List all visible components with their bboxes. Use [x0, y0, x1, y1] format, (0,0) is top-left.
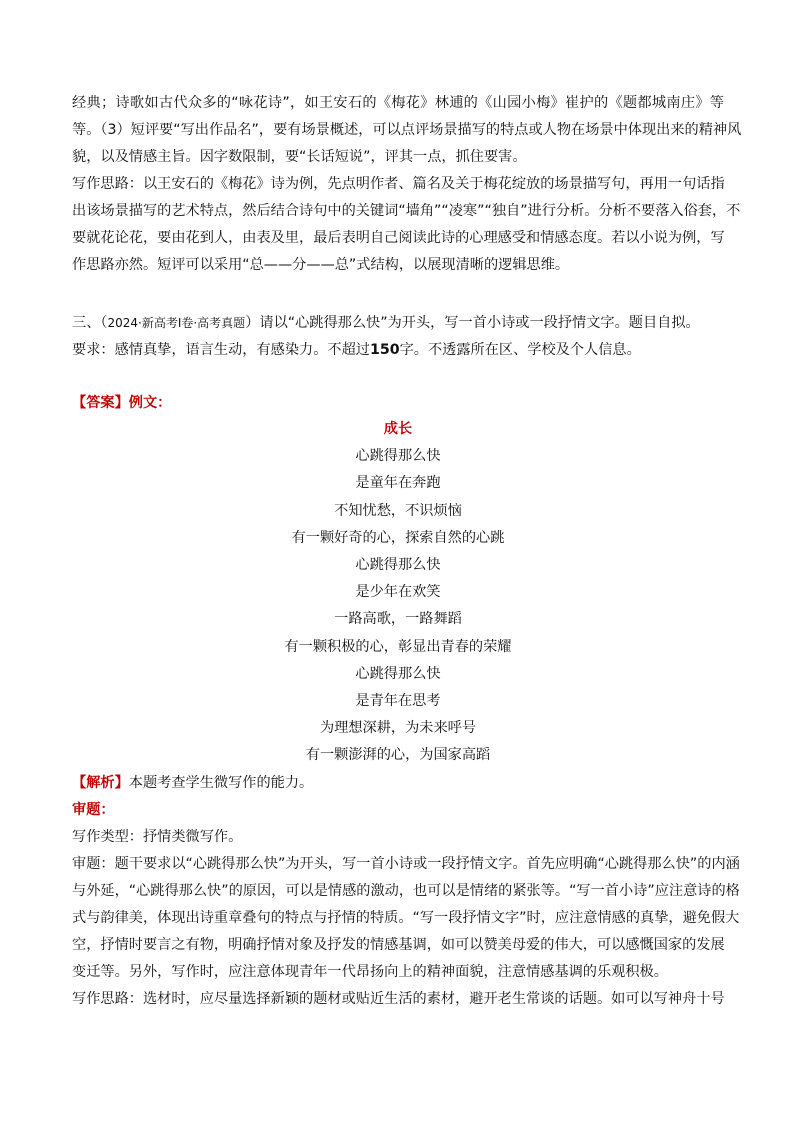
- text-line: 等。（3）短评要“写出作品名”，要有场景概述，可以点评场景描写的特点或人物在场景中体现出来的精神风: [72, 122, 742, 138]
- text-line: 审题：题干要求以“心跳得那么快”为开头，写一首小诗或一段抒情文字。首先应明确“心跳得那么快”的内涵: [72, 856, 740, 872]
- requirements-text-end: 字。不透露所在区、学校及个人信息。: [399, 342, 641, 358]
- text-line: 式与韵律美，体现出诗重章叠句的特点与抒情的特质。“写一段抒情文字”时，应注意情感的真挚，避免假大: [72, 910, 740, 926]
- poem-line: 有一颗澎湃的心，为国家高蹈: [305, 747, 491, 764]
- analysis-text: 本题考查学生微写作的能力。: [128, 775, 314, 791]
- poem-line: 是少年在欢笑: [355, 584, 441, 601]
- text-line: 貌，以及情感主旨。因字数限制，要“长话短说”，评其一点，抓住要害。: [72, 149, 527, 165]
- text-line: 作思路亦然。短评可以采用“总——分——总”式结构，以展现清晰的逻辑思维。: [72, 257, 570, 273]
- text-line: 变迁等。另外，写作时，应注意体现青年一代昂扬向上的精神面貌，注意情感基调的乐观积极。: [72, 964, 668, 980]
- poem-line: 有一颗积极的心，彰显出青春的荣耀: [284, 638, 512, 655]
- shenti-label: 审题：: [72, 802, 115, 818]
- poem-line: 一路高歌，一路舞蹈: [334, 611, 462, 628]
- text-line: 经典；诗歌如古代众多的“咏花诗”，如王安石的《梅花》林逋的《山园小梅》崔护的《题都城南庄》等: [72, 95, 724, 111]
- poem-title: 成长: [383, 421, 413, 437]
- question-number: 三、（: [72, 315, 108, 331]
- analysis-line: [72, 770, 724, 797]
- poem-line: 是童年在奔跑: [355, 475, 441, 492]
- writing-guidance-section: [72, 90, 742, 279]
- writing-type-line: 写作类型：抒情类微写作。: [72, 829, 243, 845]
- answer-label: 【答案】例文：: [72, 395, 172, 411]
- question-three: [72, 310, 724, 364]
- poem-line: 不知忧愁，不识烦恼: [334, 502, 462, 519]
- text-line: 与外延，“心跳得那么快”的原因，可以是情感的激动，也可以是情绪的紧张等。“写一首小诗”应注意诗的格: [72, 883, 740, 899]
- poem-line: 有一颗好奇的心，探索自然的心跳: [291, 529, 505, 546]
- poem-line: 心跳得那么快: [355, 556, 441, 573]
- question-source: 2024·新高考Ⅰ卷·高考真题: [107, 316, 246, 330]
- requirements-text: 要求：感情真挚，语言生动，有感染力。不超过: [72, 342, 370, 358]
- poem-line: 心跳得那么快: [355, 665, 441, 682]
- poem-line: 是青年在思考: [355, 692, 441, 709]
- question-prompt: ）请以“心跳得那么快”为开头，写一首小诗或一段抒情文字。题目自拟。: [245, 315, 700, 331]
- text-line: 要就花论花，要由花到人，由表及里，最后表明自己阅读此诗的心理感受和情感态度。若以小说为例，写: [72, 230, 725, 246]
- text-line: 写作思路：选材时，应尽量选择新颖的题材或贴近生活的素材，避开老生常谈的话题。如可以写神舟十号: [72, 991, 725, 1007]
- text-line: 出该场景描写的艺术特点，然后结合诗句中的关键词“墙角”“凌寒”“独自”进行分析。分析不要落入俗套，不: [72, 203, 741, 219]
- poem-line: 为理想深耕，为未来呼号: [319, 720, 477, 737]
- question-requirements: [72, 337, 724, 364]
- poem-line: 心跳得那么快: [355, 448, 441, 465]
- text-line: 写作思路：以王安石的《梅花》诗为例，先点明作者、篇名及关于梅花绽放的场景描写句，再用一句话指: [72, 176, 725, 192]
- text-line: 空，抒情时要言之有物，明确抒情对象及抒发的情感基调，如可以赞美母爱的伟大，可以感慨国家的发展: [72, 937, 725, 953]
- question-line: [72, 310, 724, 337]
- analysis-section: [72, 770, 740, 1013]
- word-limit: 150: [369, 342, 400, 358]
- sample-poem: [72, 416, 724, 769]
- analysis-label: 【解析】: [72, 775, 129, 791]
